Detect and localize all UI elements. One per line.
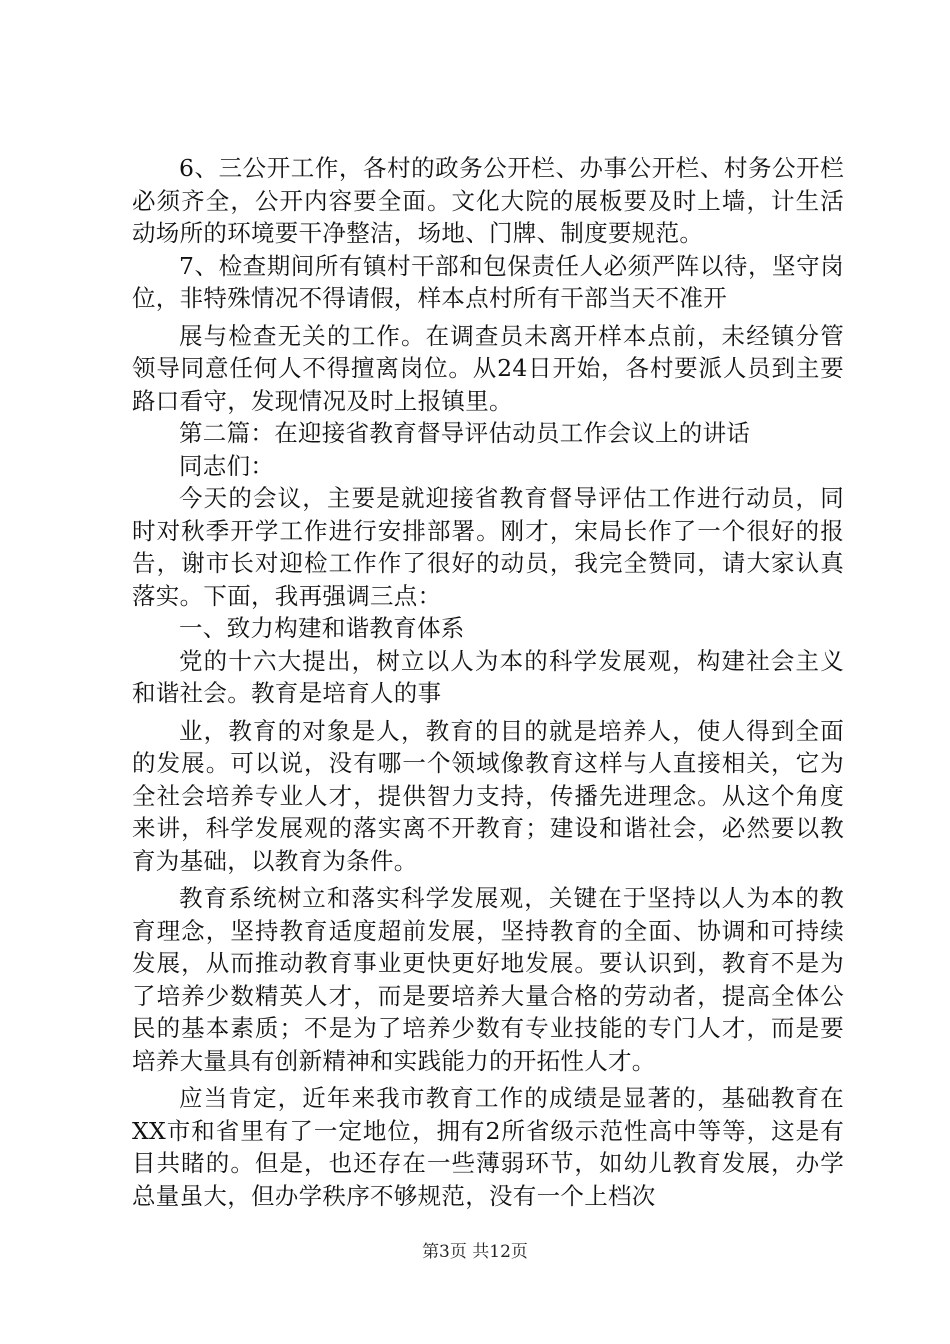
paragraph-item-7: 7、检查期间所有镇村干部和包保责任人必须严阵以待，坚守岗位，非特殊情况不得请假，样本点村所有干部当天不准开 xyxy=(132,251,844,312)
salutation: 同志们： xyxy=(179,451,275,480)
document-body xyxy=(132,152,844,1212)
paragraph-harmony: 党的十六大提出，树立以人为本的科学发展观，构建社会主义和谐社会。教育是培育人的事 xyxy=(132,646,844,707)
paragraph-item-6: 6、三公开工作，各村的政务公开栏、办事公开栏、村务公开栏必须齐全，公开内容要全面。文化大院的展板要及时上墙，计生活动场所的环境要干净整洁，场地、门牌、制度要规范。 xyxy=(132,154,844,247)
paragraph-scientific-development: 教育系统树立和落实科学发展观，关键在于坚持以人为本的教育理念，坚持教育适度超前发展，坚持教育的全面、协调和可持续发展，从而推动教育事业更快更好地发展。要认识到，教育不是为了培养少数精英人才，而是要培养大量合格的劳动者，提高全体公民的基本素质；不是为了培养少数有专业技能的专门人才，而是要培养大量具有创新精神和实践能力的开拓性人才。 xyxy=(132,884,844,1075)
page-number-footer: 第3页 共12页 xyxy=(422,1242,528,1262)
paragraph-achievements: 应当肯定，近年来我市教育工作的成绩是显著的，基础教育在XX市和省里有了一定地位，拥有2所省级示范性高中等等，这是有目共睹的。但是，也还存在一些薄弱环节，如幼儿教育发展，办学总量虽大，但办学秩序不够规范，没有一个上档次 xyxy=(132,1084,844,1210)
paragraph-continuation: 展与检查无关的工作。在调查员未离开样本点前，未经镇分管领导同意任何人不得擅离岗位。从24日开始，各村要派人员到主要路口看守，发现情况及时上报镇里。 xyxy=(132,321,844,415)
paragraph-opening: 今天的会议，主要是就迎接省教育督导评估工作进行动员，同时对秋季开学工作进行安排部署。刚才，宋局长作了一个很好的报告，谢市长对迎检工作作了很好的动员，我完全赞同，请大家认真落实。下面，我再强调三点： xyxy=(132,484,844,610)
section-title: 第二篇：在迎接省教育督导评估动员工作会议上的讲话 xyxy=(179,419,751,447)
heading-point-one: 一、致力构建和谐教育体系 xyxy=(179,614,465,642)
paragraph-education-purpose: 业，教育的对象是人，教育的目的就是培养人，使人得到全面的发展。可以说，没有哪一个领域像教育这样与人直接相关，它为全社会培养专业人才，提供智力支持，传播先进理念。从这个角度来讲，科学发展观的落实离不开教育；建设和谐社会，必然要以教育为基础，以教育为条件。 xyxy=(132,716,844,875)
